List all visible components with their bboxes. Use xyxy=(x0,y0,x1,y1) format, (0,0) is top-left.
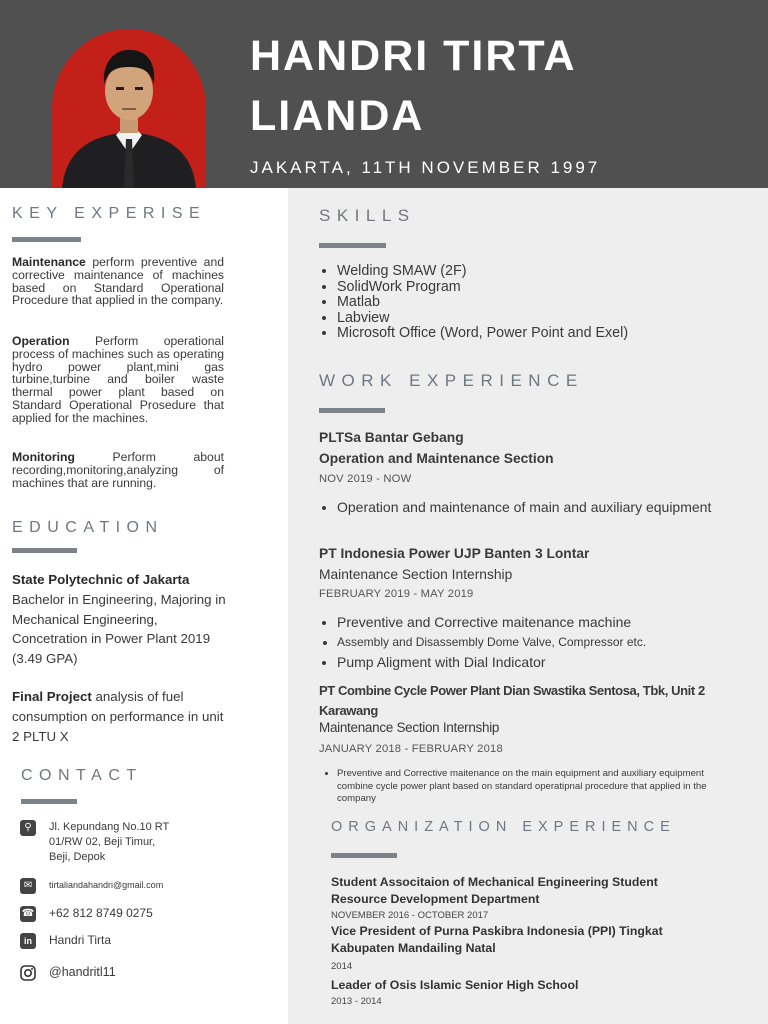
contact-phone[interactable] xyxy=(20,906,153,922)
birth-place-date: JAKARTA, 11TH NOVEMBER 1997 xyxy=(250,158,601,177)
final-project-label: Final Project xyxy=(12,689,92,704)
job-bullets xyxy=(320,497,717,517)
job-date: NOV 2019 - NOW xyxy=(319,473,412,485)
skills-list xyxy=(320,264,628,342)
job-company: PLTSa Bantar Gebang xyxy=(319,430,464,445)
skill-item: • Welding SMAW (2F) xyxy=(337,264,628,280)
skill-item: • Labview xyxy=(337,311,628,327)
candidate-name xyxy=(250,26,750,146)
skill-item: • Microsoft Office (Word, Power Point and Exel) xyxy=(337,326,628,342)
contact-linkedin[interactable] xyxy=(20,933,111,949)
expertise-monitoring xyxy=(12,451,224,489)
education-divider xyxy=(12,548,77,553)
linkedin-name[interactable]: Handri Tirta xyxy=(49,933,112,947)
skill-item: • SolidWork Program xyxy=(337,280,628,296)
contact-heading: CONTACT xyxy=(21,767,143,784)
skills-heading: SKILLS xyxy=(319,206,416,225)
degree-details: Bachelor in Engineering, Majoring in Mechanical Engineering, Concetration in Power Plant 2019 (3.49 GPA) xyxy=(12,591,226,667)
key-experise-heading: KEY EXPERISE xyxy=(12,205,207,222)
job-bullet: • Preventive and Corrective maitenance machine xyxy=(337,612,737,632)
expertise-term: Monitoring xyxy=(12,450,75,464)
email-address[interactable]: tirtaliandahandri@gmail.com xyxy=(49,880,164,890)
linkedin-icon: in xyxy=(20,933,36,949)
job-bullet: • Pump Aligment with Dial Indicator xyxy=(337,652,737,672)
job-date: JANUARY 2018 - FEBRUARY 2018 xyxy=(319,743,503,755)
key-experise-divider xyxy=(12,237,81,242)
work-experience-divider xyxy=(319,408,385,413)
location-pin-icon: ⚲ xyxy=(20,820,36,836)
job-position: Operation and Maintenance Section xyxy=(319,451,554,466)
job-bullet: • Operation and maintenance of main and auxiliary equipment xyxy=(337,497,717,517)
final-project-desc: analysis of fuel consumption on performance in unit 2 PLTU X xyxy=(12,689,224,744)
work-experience-heading: WORK EXPERIENCE xyxy=(319,371,584,390)
expertise-desc: Perform operational process of machines such as operating hydro power plant,mini gas turbine,turbine and boiler waste thermal power plant based on Standard Operational Prosedure that applied for the machines. xyxy=(12,334,224,425)
expertise-operation xyxy=(12,335,224,425)
phone-number[interactable]: +62 812 8749 0275 xyxy=(49,906,153,920)
phone-icon: ☎ xyxy=(20,906,36,922)
expertise-desc: Perform about recording,monitoring,analyzing of machines that are running. xyxy=(12,450,224,490)
expertise-desc: perform preventive and corrective maintenance of machines based on Standard Operational Procedure that applied in the company. xyxy=(12,255,224,308)
job-position: Maintenance Section Internship xyxy=(319,720,500,735)
name-line-2: LIANDA xyxy=(250,92,425,140)
job-date: FEBRUARY 2019 - MAY 2019 xyxy=(319,588,474,600)
job-company: PT Indonesia Power UJP Banten 3 Lontar xyxy=(319,546,590,561)
org-role: Leader of Osis Islamic Senior High School xyxy=(331,978,579,992)
expertise-term: Maintenance xyxy=(12,255,86,269)
school-name: State Polytechnic of Jakarta xyxy=(12,572,190,587)
final-project xyxy=(12,687,232,746)
job-position: Maintenance Section Internship xyxy=(319,567,513,582)
skills-divider xyxy=(319,243,386,248)
org-role: Vice President of Purna Paskibra Indonesia (PPI) Tingkat Kabupaten Mandailing Natal xyxy=(331,924,663,955)
mail-icon: ✉ xyxy=(20,878,36,894)
organization-heading: ORGANIZATION EXPERIENCE xyxy=(331,819,676,835)
address-line: 01/RW 02, Beji Timur, xyxy=(49,836,156,848)
job-company: PT Combine Cycle Power Plant Dian Swastika Sentosa, Tbk, Unit 2 Karawang xyxy=(319,683,705,718)
expertise-maintenance xyxy=(12,256,224,307)
skill-item: • Matlab xyxy=(337,295,628,311)
contact-address xyxy=(20,820,169,865)
job-bullet: • Preventive and Corrective maitenance on the main equipment and auxiliary equipment combine cycle power plant based on standard operatipnal procedure that applied in the company xyxy=(337,768,717,806)
expertise-term: Operation xyxy=(12,334,70,348)
job-bullets xyxy=(320,612,737,672)
contact-divider xyxy=(21,799,77,804)
org-date: 2013 - 2014 xyxy=(331,996,382,1007)
org-date: NOVEMBER 2016 - OCTOBER 2017 xyxy=(331,910,489,921)
org-date: 2014 xyxy=(331,961,353,972)
address-line: Beji, Depok xyxy=(49,851,106,863)
contact-email[interactable] xyxy=(20,878,163,894)
contact-instagram[interactable] xyxy=(20,965,116,981)
name-line-1: HANDRI TIRTA xyxy=(250,32,577,80)
address-line: Jl. Kepundang No.10 RT xyxy=(49,821,170,833)
profile-photo xyxy=(52,29,206,188)
job-bullet: • Assembly and Disassembly Dome Valve, Compressor etc. xyxy=(337,632,737,652)
job-bullets xyxy=(320,768,717,806)
education-heading: EDUCATION xyxy=(12,519,164,536)
education-entry xyxy=(12,570,232,669)
instagram-icon xyxy=(20,965,36,981)
org-role: Student Associtaion of Mechanical Engineering Student Resource Development Department xyxy=(331,875,658,906)
organization-divider xyxy=(331,853,397,858)
header-banner xyxy=(0,0,768,188)
instagram-handle[interactable]: @handritl11 xyxy=(49,965,116,979)
